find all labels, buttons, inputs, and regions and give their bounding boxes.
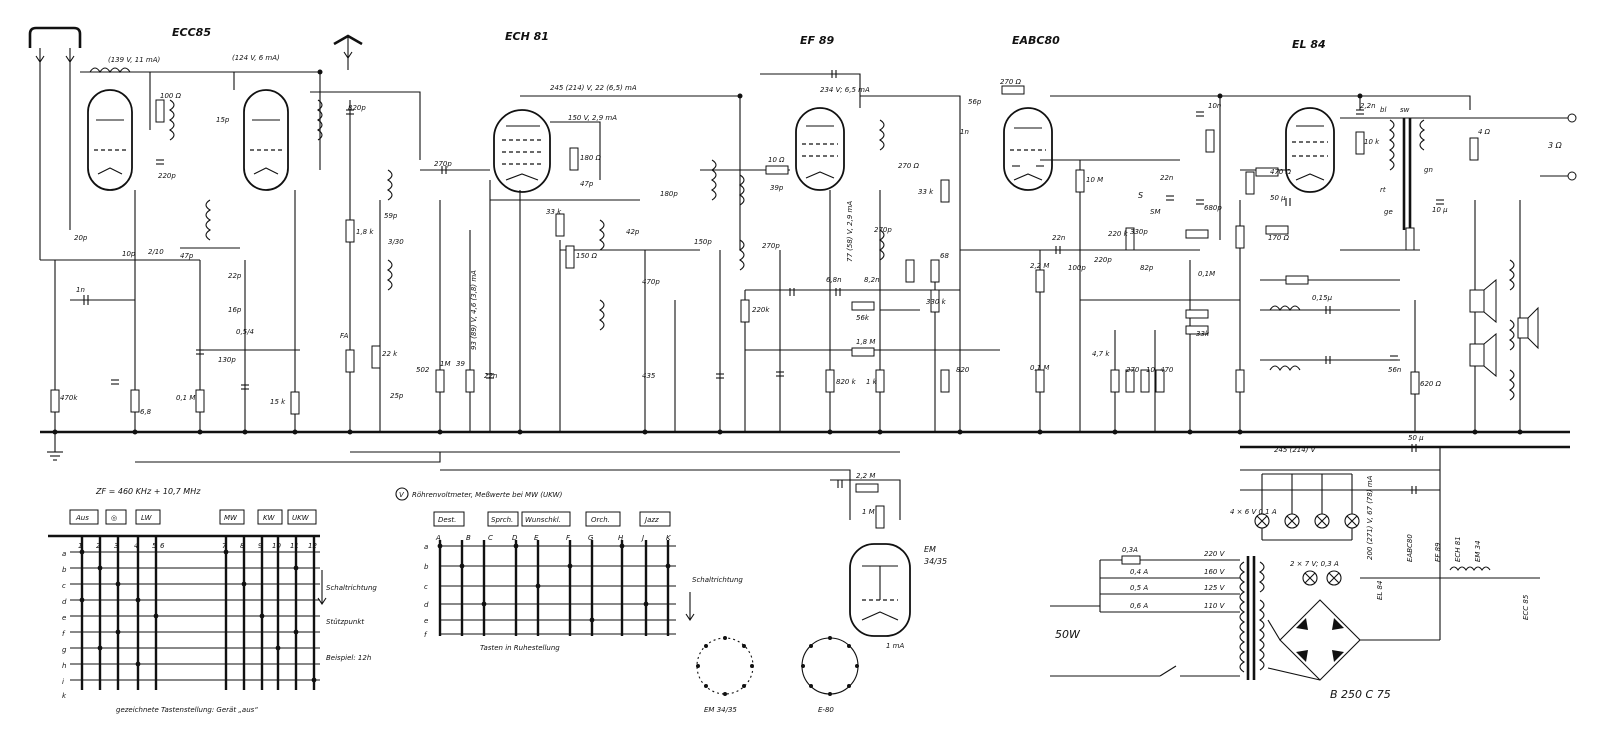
cap-label: 270p — [434, 160, 452, 168]
row-letter: h — [62, 662, 67, 670]
res-label: 1 mA — [886, 642, 905, 650]
stuetzpunkt-label: Stützpunkt — [326, 618, 365, 626]
cap-label: 25p — [390, 392, 404, 400]
res-label: 1M — [440, 360, 451, 368]
row-letter: e — [62, 614, 67, 622]
power-rating: 50W — [1055, 628, 1080, 641]
col-number: 1 — [78, 542, 83, 550]
voltmeter-symbol-letter: V — [399, 491, 404, 499]
cap-label: 39p — [770, 184, 784, 192]
row-letter: e — [424, 617, 429, 625]
switch-sm-label: SM — [1150, 208, 1161, 216]
em-label: EM — [924, 545, 936, 554]
heater-tube-em34: EM 34 — [1474, 540, 1482, 562]
cap-label: 680p — [1204, 204, 1222, 212]
row-letter: a — [424, 543, 429, 551]
res-label: 1,8 k — [356, 228, 374, 236]
res-label: 820 — [956, 366, 970, 374]
cap-label: 3/30 — [388, 238, 404, 246]
col-number: 2 — [96, 542, 101, 550]
wire-color-bl: bl — [1380, 106, 1387, 114]
col-number: 10 — [272, 542, 281, 550]
socket-e80-label: E-80 — [818, 706, 834, 714]
cap-label: 1n — [960, 128, 969, 136]
cap-label: 1n — [76, 286, 85, 294]
tube-title-ecc85: ECC85 — [172, 26, 211, 39]
rectifier-label: B 250 C 75 — [1330, 688, 1391, 701]
col-letter: B — [466, 534, 471, 542]
col-number: 7 — [222, 542, 227, 550]
switch-matrix-left — [48, 510, 377, 714]
col-number: 3 — [114, 542, 119, 550]
voltmeter-note: Röhrenvoltmeter, Meßwerte bei MW (UKW) — [412, 491, 563, 499]
speaker-1 — [1470, 280, 1496, 322]
am-antenna — [334, 36, 362, 70]
tube-title-ech81: ECH 81 — [505, 30, 549, 43]
res-label: 6,8 — [140, 408, 152, 416]
gezeichnet-label: gezeichnete Tastenstellung: Gerät „aus“ — [116, 706, 258, 714]
res-label: 10 k — [1364, 138, 1380, 146]
cap-label: 435 — [642, 372, 656, 380]
socket-e80 — [801, 636, 859, 714]
heater-rating: 2 × 7 V; 0,3 A — [1290, 560, 1339, 568]
cap-label: 820p — [348, 104, 366, 112]
cap-label: 56p — [968, 98, 982, 106]
res-label: 10 Ω — [768, 156, 785, 164]
wire-color-rt: rt — [1380, 186, 1386, 194]
res-label: 470k — [60, 394, 78, 402]
row-letter: f — [424, 631, 427, 639]
row-letter: d — [424, 601, 429, 609]
switch-matrix-right — [424, 512, 743, 652]
cap-label: 10 µ — [1432, 206, 1448, 214]
cap-label: 100p — [1068, 264, 1086, 272]
cap-label: 270p — [762, 242, 780, 250]
cap-label: 0,5/4 — [236, 328, 254, 336]
fuse-04: 0,4 A — [1130, 568, 1149, 576]
voltage-label: (139 V, 11 mA) — [108, 56, 161, 64]
res-label: 39 — [456, 360, 465, 368]
res-label: 270 Ω — [898, 162, 919, 170]
row-letter: c — [424, 583, 428, 591]
voltage-label: 245 (214) V — [1274, 446, 1316, 454]
col-letter: E — [534, 534, 539, 542]
cap-label: 0,15µ — [1312, 294, 1333, 302]
col-letter: H — [618, 534, 624, 542]
col-letter: G — [588, 534, 594, 542]
ecc85-tube-2 — [244, 90, 288, 190]
cap-label: 16p — [228, 306, 242, 314]
col-number: 11 — [290, 542, 299, 550]
switch-s-label: S — [1138, 191, 1144, 200]
fuse-06: 0,6 A — [1130, 602, 1149, 610]
col-letter: K — [666, 534, 671, 542]
key-wunschkl: Wunschkl. — [525, 516, 561, 524]
voltage-label: (124 V, 6 mA) — [232, 54, 280, 62]
col-letter: F — [566, 534, 571, 542]
heater-tube-ef89: EF 89 — [1434, 542, 1442, 562]
speaker-3 — [1518, 308, 1538, 348]
res-label: 0,1 M — [176, 394, 196, 402]
cap-label: 15p — [216, 116, 230, 124]
tasten-ruhe-label: Tasten in Ruhestellung — [480, 644, 560, 652]
res-label: 180 Ω — [580, 154, 601, 162]
eabc80-tube — [1004, 108, 1052, 190]
ef89-tube — [796, 108, 844, 190]
cap-label: 220p — [158, 172, 176, 180]
row-letter: b — [62, 566, 67, 574]
col-number: 4 — [134, 542, 139, 550]
col-number: 9 — [258, 542, 263, 550]
cap-label: 22p — [228, 272, 242, 280]
wire-color-sw: sw — [1400, 106, 1410, 114]
tube-title-ef89: EF 89 — [800, 34, 835, 47]
cap-label: 47p — [580, 180, 594, 188]
res-label: 220k — [752, 306, 770, 314]
cap-label: 22n — [484, 372, 498, 380]
socket-em34 — [696, 636, 754, 714]
res-label: 15 k — [270, 398, 286, 406]
lamp-rating: 4 × 6 V 0,1 A — [1230, 508, 1277, 516]
mains-125: 125 V — [1204, 584, 1225, 592]
socket-em34-label: EM 34/35 — [704, 706, 737, 714]
res-label: 22 k — [382, 350, 398, 358]
if-frequency-label: ZF = 460 KHz + 10,7 MHz — [96, 487, 201, 496]
cap-label: 8,2n — [864, 276, 880, 284]
el84-tube — [1286, 108, 1334, 192]
fuse-05: 0,5 A — [1130, 584, 1149, 592]
col-number: 8 — [240, 542, 245, 550]
heater-tube-eabc80: EABC80 — [1406, 534, 1414, 562]
cap-label: 22n — [1052, 234, 1066, 242]
res-label: 2,2 M — [856, 472, 876, 480]
impedance-label: 3 Ω — [1548, 141, 1562, 150]
output-terminals — [1548, 114, 1576, 180]
tube-title-eabc80: EABC80 — [1012, 34, 1060, 47]
res-label: 33 k — [918, 188, 934, 196]
res-label: 4,7 k — [1092, 350, 1110, 358]
res-label: 0,1 M — [1030, 364, 1050, 372]
key-lw: LW — [141, 514, 152, 522]
key-jazz: Jazz — [645, 516, 659, 524]
heater-tube-el84: EL 84 — [1376, 580, 1384, 600]
cap-label: 6,8n — [826, 276, 842, 284]
cap-label: 2,2n — [1360, 102, 1376, 110]
row-letter: c — [62, 582, 66, 590]
col-letter: C — [488, 534, 493, 542]
res-label: 470 — [1160, 366, 1174, 374]
res-label: 33k — [1196, 330, 1209, 338]
res-label: 2,2 M — [1030, 262, 1050, 270]
col-letter: A — [436, 534, 441, 542]
res-label: 68 — [940, 252, 949, 260]
res-label: 620 Ω — [1420, 380, 1441, 388]
fuse-label: 0,3A — [1122, 546, 1138, 554]
cap-label: 330p — [1130, 228, 1148, 236]
heater-tube-ecc85: ECC 85 — [1522, 594, 1530, 620]
cap-label: 270p — [874, 226, 892, 234]
cap-label: 22n — [1160, 174, 1174, 182]
row-letter: g — [62, 646, 67, 654]
key-mw: MW — [224, 514, 237, 522]
ech81-tube — [494, 110, 550, 192]
res-label: 170 Ω — [1268, 234, 1289, 242]
cap-label: 130p — [218, 356, 236, 364]
row-letter: f — [62, 630, 65, 638]
cap-label: 502 — [416, 366, 430, 374]
wire-color-ge: ge — [1384, 208, 1393, 216]
cap-label: 50 µ — [1408, 434, 1424, 442]
res-label: 220 k — [1108, 230, 1128, 238]
heater-tube-ech81: ECH 81 — [1454, 536, 1462, 562]
voltage-label: 150 V, 2,9 mA — [568, 114, 617, 122]
key-dest: Dest. — [438, 516, 457, 524]
col-letter: D — [512, 534, 518, 542]
cap-label: 150p — [694, 238, 712, 246]
pilot-lamps — [1230, 474, 1359, 585]
schaltrichtung-label-right: Schaltrichtung — [692, 576, 743, 584]
row-letter: a — [62, 550, 67, 558]
res-label: 100 Ω — [160, 92, 181, 100]
res-label: 150 Ω — [576, 252, 597, 260]
col-number: 6 — [160, 542, 165, 550]
key-orch: Orch. — [591, 516, 610, 524]
cap-label: 47p — [180, 252, 194, 260]
res-label: 470 Ω — [1270, 168, 1291, 176]
voltage-label: 234 V; 6,5 mA — [820, 86, 870, 94]
beispiel-label: Beispiel: 12h — [326, 654, 372, 662]
cap-label: 42p — [626, 228, 640, 236]
mains-220: 220 V — [1204, 550, 1225, 558]
cap-label: 20p — [74, 234, 88, 242]
dipole-antenna — [30, 28, 80, 260]
col-number: 5 — [152, 542, 157, 550]
res-label: 1,8 M — [856, 338, 876, 346]
col-number: 12 — [308, 542, 317, 550]
cap-label: 470p — [642, 278, 660, 286]
output-transformer — [1380, 106, 1433, 230]
voltage-label: 200 (271) V, 67 (78) mA — [1366, 475, 1374, 560]
heater-string — [1376, 534, 1530, 620]
cap-label: 220p — [1094, 256, 1112, 264]
voltage-label: 93 (89) V, 4,6 (3,8) mA — [470, 270, 478, 350]
em34-tuning-eye — [850, 544, 947, 636]
em-type-label: 34/35 — [924, 557, 948, 566]
row-letter: k — [62, 692, 67, 700]
key-kw: KW — [263, 514, 275, 522]
cap-label: 50 µ — [1270, 194, 1286, 202]
res-label: 10 — [1146, 366, 1155, 374]
tube-title-el84: EL 84 — [1292, 38, 1326, 51]
cap-label: 56n — [1388, 366, 1402, 374]
cap-label: 59p — [384, 212, 398, 220]
key-aus: Aus — [76, 514, 89, 522]
cap-label: 10p — [122, 250, 136, 258]
cap-label: 180p — [660, 190, 678, 198]
cap-label: 82p — [1140, 264, 1154, 272]
col-letter: J — [642, 534, 645, 542]
res-label: 1 M — [862, 508, 875, 516]
voltage-label: 245 (214) V, 22 (6,5) mA — [550, 84, 637, 92]
res-label: 4 Ω — [1478, 128, 1491, 136]
res-label: 330 k — [926, 298, 946, 306]
res-label: 33 k — [546, 208, 562, 216]
ecc85-tube-1 — [88, 90, 132, 190]
res-label: 1 k — [866, 378, 877, 386]
key-sprch: Sprch. — [491, 516, 514, 524]
res-label: 0,1M — [1198, 270, 1216, 278]
mains-110: 110 V — [1204, 602, 1225, 610]
res-label: 270 — [1126, 366, 1140, 374]
row-letter: d — [62, 598, 67, 606]
res-label: 820 k — [836, 378, 856, 386]
voltage-label: 77 (58) V, 2,9 mA — [846, 200, 854, 262]
cap-label: 10n — [1208, 102, 1222, 110]
cap-label: 2/10 — [148, 248, 164, 256]
key-tone: ◎ — [111, 514, 118, 522]
row-letter: b — [424, 563, 429, 571]
mains-160: 160 V — [1204, 568, 1225, 576]
wire-color-gn: gn — [1424, 166, 1433, 174]
res-label: 56k — [856, 314, 869, 322]
res-label: 270 Ω — [1000, 78, 1021, 86]
res-label: 10 M — [1086, 176, 1104, 184]
fa-label: FA — [340, 332, 349, 340]
schaltrichtung-label-left: Schaltrichtung — [326, 584, 377, 592]
key-ukw: UKW — [292, 514, 309, 522]
row-letter: i — [62, 678, 64, 686]
speaker-2 — [1470, 334, 1496, 376]
